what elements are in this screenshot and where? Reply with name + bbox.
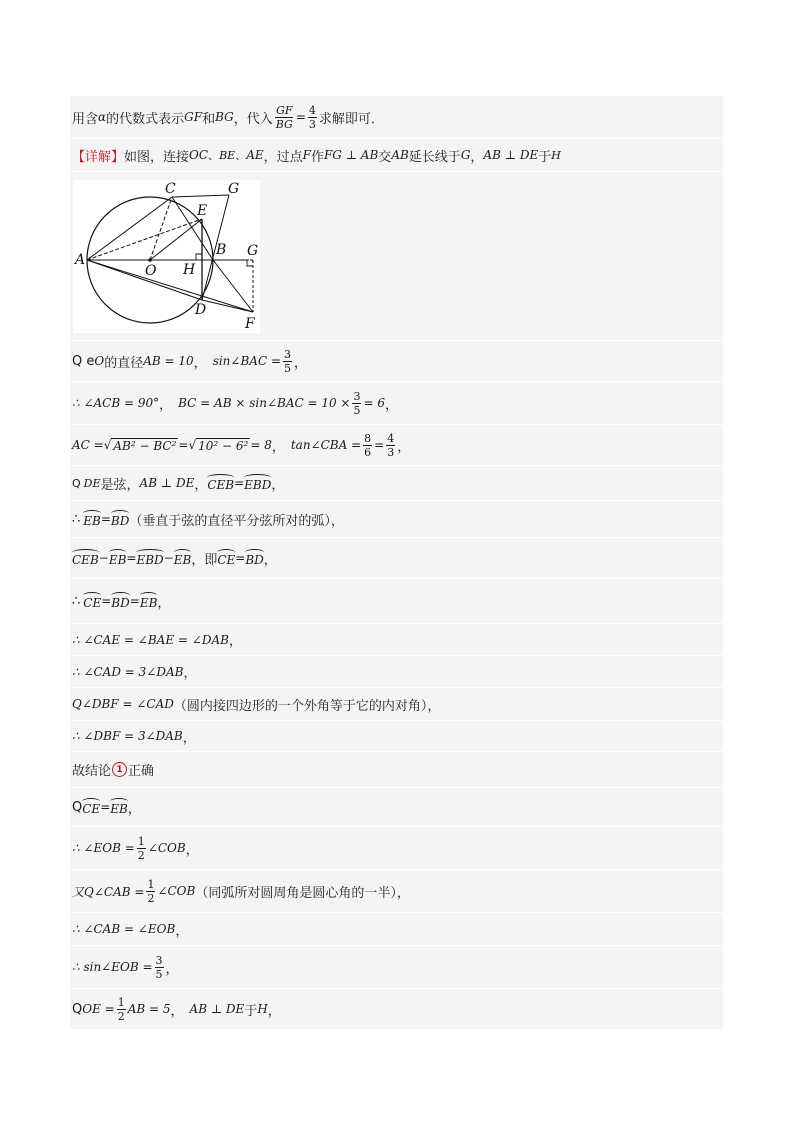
line-15: Q CE = EB ， <box>70 788 723 827</box>
label-a: A <box>75 252 86 268</box>
circled-one: 1 <box>112 762 127 777</box>
line-1 <box>70 96 723 139</box>
line-17: 又Q∠CAB = $\frac{1}{2}$ ∠COB （同弧所对圆周角是圆心角的一半）， <box>70 870 723 913</box>
text: ，代入 <box>233 111 273 127</box>
math: = <box>295 110 306 124</box>
label-e: E <box>197 203 208 219</box>
line-10: ∴ ∠CAE = ∠BAE = ∠DAB ， <box>70 624 723 656</box>
text: 的代数式表示 <box>106 111 185 127</box>
label-d: D <box>195 302 207 318</box>
math: GF <box>184 110 203 124</box>
line-8: CEB − EB = EBD − EB ，即 CE = BD ， <box>70 538 723 579</box>
line-7: ∴ EB = BD （垂直于弦的直径平分弦所对的弧）， <box>70 501 723 538</box>
solution-panel <box>70 96 723 1030</box>
figure-row <box>70 172 723 341</box>
line-6: Q DE 是弦， AB ⊥ DE ， CEB = EBD ， <box>70 466 723 501</box>
line-9: ∴ CE = BD = EB ， <box>70 579 723 624</box>
line-5: AC = √ AB² − BC² = √ 10² − 6² = 8 ， tan∠CBA = $\frac{8}{6}$ = $\frac{4}{3}$ ， <box>70 425 723 466</box>
label-h: H <box>183 262 196 278</box>
label-b: B <box>216 242 227 258</box>
line-2: 【详解】 如图，连接 OC 、 BE 、 AE ，过点 F 作 FG ⊥ AB 交 AB 延长线于 G ， AB ⊥ DE 于 H <box>70 139 723 172</box>
line-12: Q∠DBF = ∠CAD （圆内接四边形的一个外角等于它的内对角）， <box>70 688 723 721</box>
label-o: O <box>145 263 157 279</box>
detail-tag: 【详解】 <box>72 149 125 165</box>
label-g-right: G <box>247 243 259 259</box>
text: 用含 <box>72 111 99 127</box>
text: 求解即可． <box>318 111 384 127</box>
line-11: ∴ ∠CAD = 3∠DAB ， <box>70 656 723 688</box>
math: BG <box>215 110 234 124</box>
label-c: C <box>165 181 176 197</box>
fraction: $\frac{GF}{BG}$ <box>275 103 293 131</box>
fraction: $\frac{4}{3}$ <box>308 103 316 131</box>
geometry-figure <box>73 180 260 333</box>
line-16: ∴ ∠EOB = $\frac{1}{2}$ ∠COB ， <box>70 827 723 870</box>
label-f: F <box>245 316 255 332</box>
label-g-top: G <box>228 181 240 197</box>
line-20: Q OE = $\frac{1}{2}$ AB = 5 ， AB ⊥ DE 于 H ， <box>70 989 723 1030</box>
text: 如图，连接 <box>124 149 190 165</box>
line-18: ∴ ∠CAB = ∠EOB ， <box>70 913 723 946</box>
line-4: ∴ ∠ACB = 90° ， BC = AB × sin∠BAC = 10 × $\frac{3}{5}$ = 6 ， <box>70 382 723 425</box>
line-13: ∴ ∠DBF = 3∠DAB ， <box>70 721 723 752</box>
line-19: ∴ sin∠EOB = $\frac{3}{5}$ ， <box>70 946 723 989</box>
math: α <box>98 110 107 124</box>
text: 和 <box>202 111 216 127</box>
line-3: Q e O 的直径 AB = 10 ， sin∠BAC = $\frac{3}{5}$ ， <box>70 341 723 382</box>
line-14: 故结论 1 正确 <box>70 752 723 788</box>
